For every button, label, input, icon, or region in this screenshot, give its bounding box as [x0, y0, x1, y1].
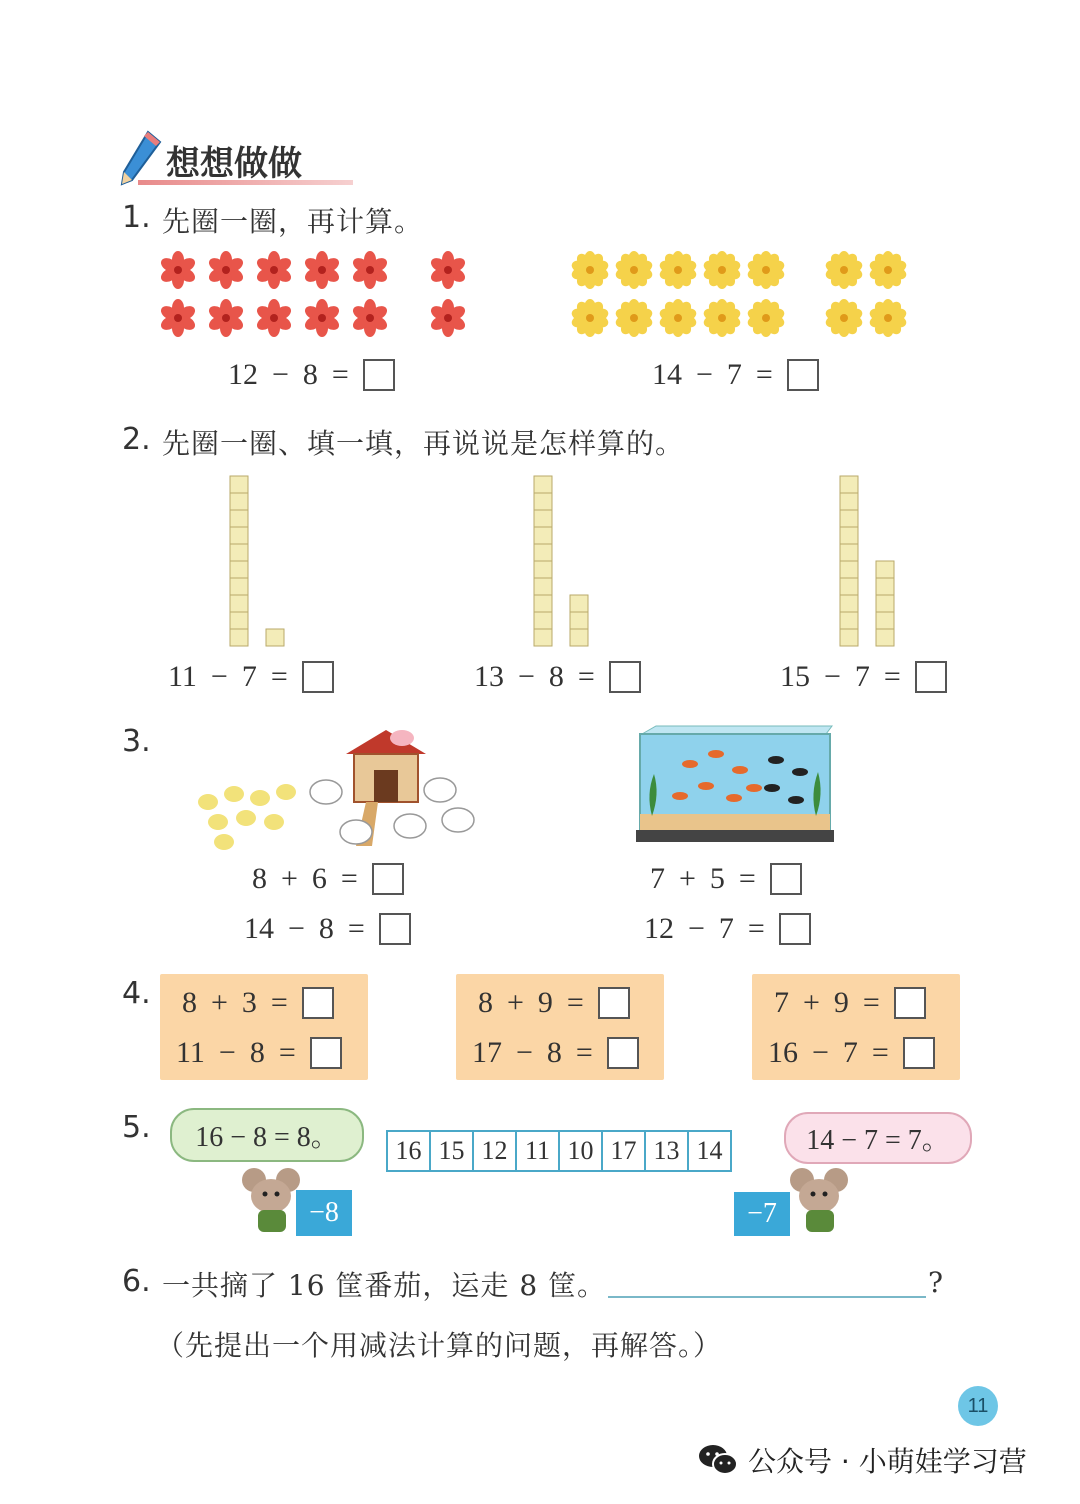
ten-rod-cell [534, 595, 552, 612]
flower-icon [206, 298, 246, 338]
flower-icon [702, 250, 742, 290]
answer-box[interactable] [310, 1037, 342, 1069]
answer-box[interactable] [903, 1037, 935, 1069]
answer-box[interactable] [787, 359, 819, 391]
q4-card-1-equation-2: 11 − 8 = [176, 1036, 342, 1070]
ten-rod-cell [840, 578, 858, 595]
q2-number: 2. [122, 422, 151, 457]
answer-box[interactable] [770, 863, 802, 895]
q3-left-equation-1: 8 + 6 = [252, 862, 404, 896]
mouse-icon [786, 1166, 854, 1236]
ten-rod-cell [534, 510, 552, 527]
number-cell: 11 [515, 1130, 560, 1172]
flower-icon [868, 250, 908, 290]
flower-icon [428, 250, 468, 290]
q4-card-1 [160, 974, 368, 1080]
base-ten-blocks-2 [530, 470, 600, 648]
q4-card-2 [456, 974, 664, 1080]
ten-rod-cell [840, 561, 858, 578]
ten-rod-cell [230, 612, 248, 629]
flower-icon [158, 298, 198, 338]
unit-cube [876, 595, 894, 612]
ten-rod-cell [230, 527, 248, 544]
ten-rod-cell [230, 510, 248, 527]
flower-icon [254, 250, 294, 290]
ten-rod-cell [230, 595, 248, 612]
ten-rod-cell [840, 476, 858, 493]
unit-cube [570, 612, 588, 629]
q4-card-3-equation-1: 7 + 9 = [774, 986, 926, 1020]
flower-icon [746, 250, 786, 290]
page-number-badge [958, 1386, 998, 1426]
unit-cube [876, 561, 894, 578]
answer-box[interactable] [607, 1037, 639, 1069]
q2-text: 先圈一圈、填一填，再说说是怎样算的。 [162, 427, 685, 460]
ten-rod-cell [840, 510, 858, 527]
minus-8-tile: −8 [296, 1190, 352, 1236]
answer-box[interactable] [379, 913, 411, 945]
q5-number: 5. [122, 1110, 151, 1145]
ten-rod-cell [534, 527, 552, 544]
ten-rod-cell [840, 493, 858, 510]
q2-equation-2: 13 − 8 = [474, 660, 641, 694]
question-input-line[interactable] [608, 1296, 926, 1298]
ten-rod-cell [534, 544, 552, 561]
yellow-flower-group [570, 250, 920, 340]
q3-left-equation-2: 14 − 8 = [244, 912, 411, 946]
q1-text: 先圈一圈，再计算。 [162, 205, 424, 238]
unit-cube [876, 612, 894, 629]
flower-icon [658, 298, 698, 338]
number-cell: 13 [644, 1130, 689, 1172]
answer-box[interactable] [363, 359, 395, 391]
answer-box[interactable] [609, 661, 641, 693]
ten-rod-cell [534, 476, 552, 493]
q6-number: 6. [122, 1264, 151, 1299]
chick-icons [198, 784, 296, 850]
ten-rod-cell [230, 629, 248, 646]
ten-rod-cell [840, 527, 858, 544]
number-cell: 14 [687, 1130, 732, 1172]
number-cell: 17 [601, 1130, 646, 1172]
q4-card-1-equation-1: 8 + 3 = [182, 986, 334, 1020]
number-cell: 10 [558, 1130, 603, 1172]
base-ten-blocks-3 [836, 470, 906, 648]
flower-icon [746, 298, 786, 338]
flower-icon [570, 250, 610, 290]
ten-rod-cell [840, 595, 858, 612]
flower-icon [702, 298, 742, 338]
ten-rod-cell [534, 561, 552, 578]
flower-icon [428, 298, 468, 338]
ten-rod-cell [230, 493, 248, 510]
unit-cube [266, 629, 284, 646]
section-header [118, 128, 348, 188]
flower-icon [614, 298, 654, 338]
flower-icon [302, 298, 342, 338]
q3-number: 3. [122, 724, 151, 759]
ten-rod-cell [534, 578, 552, 595]
unit-cube [570, 595, 588, 612]
minus-7-tile: −7 [734, 1192, 790, 1236]
red-flower-group [158, 250, 478, 340]
answer-box[interactable] [779, 913, 811, 945]
unit-cube [876, 629, 894, 646]
q4-card-2-equation-1: 8 + 9 = [478, 986, 630, 1020]
pencil-icon [118, 128, 164, 188]
watermark-text: 公众号 · 小萌娃学习营 [748, 1445, 1027, 1478]
flower-icon [824, 298, 864, 338]
left-speech-bubble: 16 − 8 = 8。 [170, 1108, 364, 1162]
q1-number: 1. [122, 200, 151, 235]
page-number: 11 [967, 1394, 989, 1417]
flower-icon [350, 298, 390, 338]
number-cell: 16 [386, 1130, 431, 1172]
ten-rod-cell [230, 578, 248, 595]
number-cell: 15 [429, 1130, 474, 1172]
flower-icon [206, 250, 246, 290]
q4-card-3 [752, 974, 960, 1080]
q2-equation-3: 15 − 7 = [780, 660, 947, 694]
question-mark: ? [928, 1266, 945, 1299]
number-cell: 12 [472, 1130, 517, 1172]
ten-rod-cell [534, 612, 552, 629]
flower-icon [658, 250, 698, 290]
flower-icon [614, 250, 654, 290]
flower-icon [570, 298, 610, 338]
wechat-icon [698, 1443, 738, 1477]
ten-rod-cell [840, 544, 858, 561]
q3-right-equation-2: 12 − 7 = [644, 912, 811, 946]
right-speech-bubble: 14 − 7 = 7。 [784, 1112, 972, 1164]
watermark [698, 1440, 1027, 1480]
ten-rod-cell [230, 476, 248, 493]
answer-box[interactable] [894, 987, 926, 1019]
flower-icon [350, 250, 390, 290]
ten-rod-cell [840, 612, 858, 629]
answer-box[interactable] [372, 863, 404, 895]
q3-right-equation-1: 7 + 5 = [650, 862, 802, 896]
q4-card-3-equation-2: 16 − 7 = [768, 1036, 935, 1070]
answer-box[interactable] [598, 987, 630, 1019]
ten-rod-cell [230, 544, 248, 561]
flower-icon [302, 250, 342, 290]
q6-hint: （先提出一个用减法计算的问题，再解答。） [156, 1329, 723, 1362]
q4-card-2-equation-2: 17 − 8 = [472, 1036, 639, 1070]
chicken-coop-illustration [196, 726, 486, 856]
page-title: 想想做做 [166, 144, 302, 184]
q6-text: 一共摘了 16 筐番茄，运走 8 筐。 [162, 1269, 607, 1302]
q2-equation-1: 11 − 7 = [168, 660, 334, 694]
flower-icon [254, 298, 294, 338]
answer-box[interactable] [915, 661, 947, 693]
fish-tank-illustration [636, 724, 836, 846]
ten-rod-cell [534, 629, 552, 646]
flower-icon [158, 250, 198, 290]
unit-cube [570, 629, 588, 646]
q1-left-equation: 12 − 8 = [228, 358, 395, 392]
flower-icon [824, 250, 864, 290]
answer-box[interactable] [302, 987, 334, 1019]
q4-number: 4. [122, 976, 151, 1011]
flower-icon [868, 298, 908, 338]
base-ten-blocks-1 [226, 470, 296, 648]
ten-rod-cell [534, 493, 552, 510]
answer-box[interactable] [302, 661, 334, 693]
ten-rod-cell [230, 561, 248, 578]
unit-cube [876, 578, 894, 595]
ten-rod-cell [840, 629, 858, 646]
q1-right-equation: 14 − 7 = [652, 358, 819, 392]
number-strip [388, 1130, 732, 1172]
